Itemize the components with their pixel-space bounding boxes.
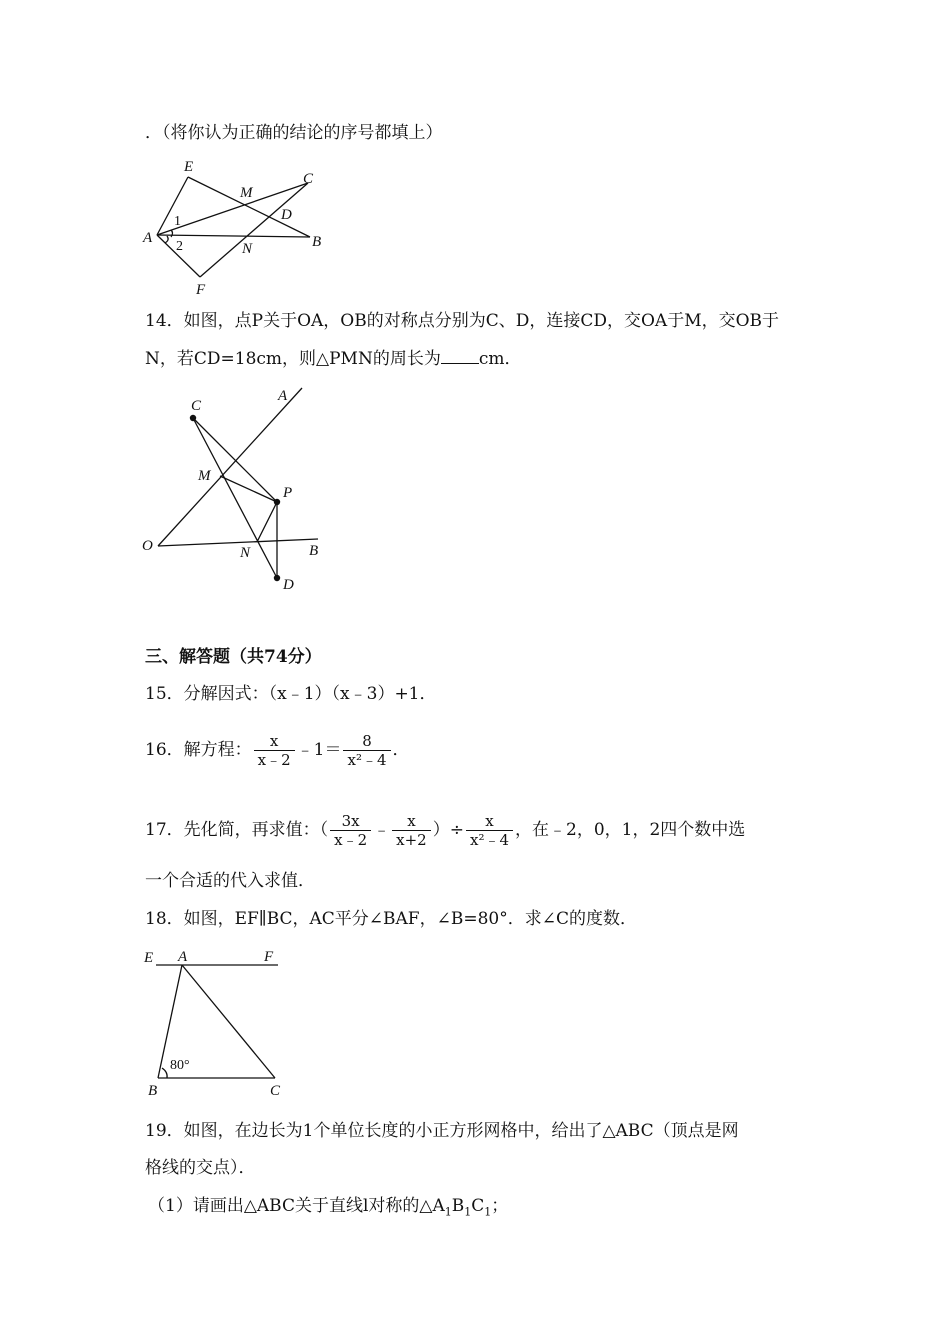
q16-prefix: 16．解方程： — [145, 740, 252, 760]
q15: 15．分解因式：（x﹣1）（x﹣3）+1． — [145, 684, 437, 704]
label-angle: 80° — [170, 1058, 190, 1073]
label-D: D — [283, 577, 294, 593]
q16-f1-num: x — [254, 732, 295, 751]
label-F: F — [264, 949, 274, 965]
angle-arc-2 — [165, 236, 168, 243]
q19-part1-end: ； — [491, 1196, 509, 1216]
answer-blank — [441, 347, 479, 364]
q14-line2-text: N，若CD=18cm，则△PMN的周长为 — [145, 349, 441, 369]
q16-fraction-2 — [343, 732, 390, 769]
q17-f3-num: x — [466, 812, 513, 831]
q19-part1 — [148, 1194, 508, 1224]
label-2: 2 — [176, 239, 183, 254]
ray-OA — [158, 388, 302, 546]
label-1: 1 — [174, 214, 181, 229]
q17-fraction-3 — [466, 812, 513, 849]
q14-line2 — [145, 347, 521, 371]
q17-f2-num: x — [392, 812, 431, 831]
seg-AC — [182, 965, 275, 1078]
point-P — [274, 499, 280, 505]
label-F: F — [196, 282, 206, 298]
label-A: A — [178, 949, 188, 965]
q13-tail: ．（将你认为正确的结论的序号都填上） — [145, 123, 443, 143]
angle-arc-1 — [171, 230, 173, 237]
q17-line2: 一个合适的代入求值． — [145, 871, 315, 891]
q14-line1: 14．如图，点P关于OA，OB的对称点分别为C、D，连接CD，交OA于M，交OB于 — [145, 311, 780, 331]
seg-AB — [157, 235, 310, 237]
seg-PN — [257, 502, 277, 542]
label-B: B — [309, 543, 319, 559]
q19-sub-1: 1 — [444, 1205, 452, 1219]
q16-f2-num: 8 — [343, 732, 390, 751]
q16-f1-den: x﹣2 — [257, 751, 291, 769]
q16-end: ． — [392, 740, 410, 760]
seg-CD — [193, 418, 277, 578]
q14-line2-unit: cm． — [478, 349, 522, 369]
q17-fraction-2 — [392, 812, 431, 849]
q16-f2-den: x²﹣4 — [347, 751, 387, 769]
q17-fraction-1 — [330, 812, 371, 849]
q17-f1-den: x﹣2 — [334, 831, 368, 849]
q17-f3-den: x²﹣4 — [469, 831, 510, 849]
q18: 18．如图，EF∥BC，AC平分∠BAF，∠B=80°．求∠C的度数． — [145, 909, 637, 929]
seg-CP — [193, 418, 277, 502]
q17-tail: ，在﹣2，0，1，2四个数中选 — [515, 820, 746, 840]
q17 — [145, 812, 745, 849]
q17-prefix: 17．先化简，再求值：（ — [145, 820, 329, 840]
figure-q13 — [140, 155, 340, 300]
point-D — [274, 575, 280, 581]
q17-minus: ﹣ — [373, 820, 391, 840]
label-C: C — [191, 398, 202, 414]
q17-f1-num: 3x — [330, 812, 371, 831]
figure-q14 — [138, 382, 338, 594]
q19-line2: 格线的交点）． — [145, 1158, 256, 1178]
label-E: E — [184, 159, 194, 175]
label-B: B — [148, 1083, 158, 1099]
ray-OB — [158, 539, 318, 546]
q19-sub-3: 1 — [484, 1205, 492, 1219]
label-N: N — [242, 241, 253, 257]
label-A: A — [278, 388, 288, 404]
section-title: 三、解答题（共74分） — [145, 647, 322, 667]
seg-FC — [200, 183, 308, 277]
label-D: D — [281, 207, 292, 223]
q16-minus: ﹣1＝ — [296, 740, 342, 760]
q19-line1: 19．如图，在边长为1个单位长度的小正方形网格中，给出了△ABC（顶点是网 — [145, 1121, 739, 1141]
q19-sub-2: 1 — [464, 1205, 472, 1219]
figure-q18 — [140, 942, 300, 1102]
label-M: M — [240, 185, 253, 201]
label-B: B — [312, 234, 322, 250]
q19-part1-b: B — [451, 1196, 465, 1216]
label-O: O — [142, 538, 153, 554]
label-C: C — [303, 171, 314, 187]
point-C — [190, 415, 196, 421]
label-C: C — [270, 1083, 281, 1099]
label-P: P — [283, 485, 293, 501]
angle-arc-B — [162, 1068, 167, 1078]
q16 — [145, 732, 410, 769]
q19-part1-c: C — [471, 1196, 485, 1216]
q17-close: ）÷ — [432, 820, 464, 840]
q17-f2-den: x+2 — [396, 831, 427, 849]
q19-part1-text: （1）请画出△ABC关于直线l对称的△A — [148, 1196, 445, 1216]
label-N: N — [240, 545, 251, 561]
label-A: A — [143, 230, 153, 246]
seg-MP — [220, 476, 277, 502]
label-E: E — [144, 950, 154, 966]
q16-fraction-1 — [254, 732, 295, 769]
label-M: M — [198, 468, 211, 484]
